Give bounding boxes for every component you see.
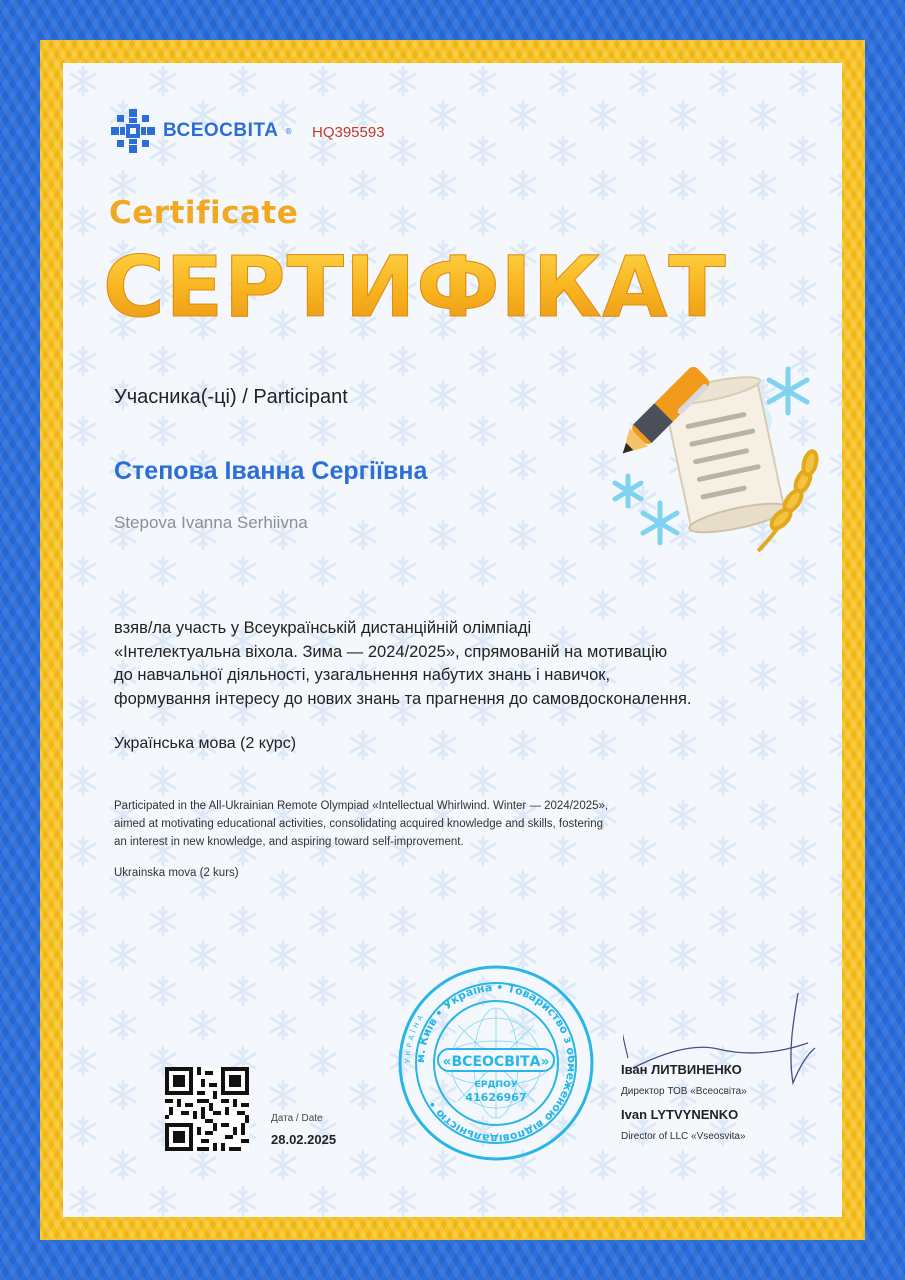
title-english: Certificate xyxy=(109,195,299,231)
stamp-ring-text: м. Київ • Україна • Товариство з обмеженою відповідальністю • xyxy=(413,980,579,1146)
scroll-pen-illustration xyxy=(598,351,828,571)
director-role-en: Director of LLC «Vseosvita» xyxy=(621,1131,746,1142)
description-en-line: an interest in new knowledge, and aspiring toward self-improvement. xyxy=(114,836,464,848)
participant-label: Учасника(-ці) / Participant xyxy=(114,386,348,408)
date-value: 28.02.2025 xyxy=(271,1132,337,1147)
certificate-id: HQ395593 xyxy=(312,124,385,141)
vseosvita-logo xyxy=(109,107,293,155)
subject-en: Ukrainska mova (2 kurs) xyxy=(114,867,239,879)
snowflake-logo-icon xyxy=(109,107,157,155)
registered-mark: ® xyxy=(284,126,293,136)
certificate-page xyxy=(63,63,842,1217)
description-ua-line: формування інтересу до нових знань та прагнення до самовдосконалення. xyxy=(114,689,692,708)
description-en-line: aimed at motivating educational activities, consolidating acquired knowledge and skills, fostering xyxy=(114,818,604,830)
description-ua-line: «Інтелектуальна віхола. Зима — 2024/2025», спрямованій на мотивацію xyxy=(114,642,668,661)
director-role-ua: Директор ТОВ «Всеосвіта» xyxy=(621,1086,747,1097)
description-ua-line: до навчальної діяльності, узагальнення набутих знань і навичок, xyxy=(114,666,611,684)
logo-text: ВСЕОСВІТА xyxy=(163,120,279,141)
official-stamp xyxy=(396,963,596,1163)
description-en xyxy=(114,797,774,851)
description-en-line: Participated in the All-Ukrainian Remote Olympiad «Intellectual Whirlwind. Winter — 2024/2025», xyxy=(114,800,609,812)
description-ua xyxy=(114,617,794,711)
title-ukrainian: СЕРТИФІКАТ xyxy=(103,238,727,336)
stamp-center-text: «ВСЕОСВІТА» xyxy=(442,1054,550,1070)
stamp-outer-text: УКРАЇНА xyxy=(403,1011,427,1064)
date-label: Дата / Date xyxy=(271,1113,323,1124)
participant-name-ua: Степова Іванна Сергіївна xyxy=(114,457,428,485)
director-name-en: Ivan LYTVYNENKO xyxy=(621,1107,739,1122)
stamp-code-label: ЄРДПОУ xyxy=(474,1080,518,1090)
director-name-ua: Іван ЛИТВИНЕНКО xyxy=(621,1062,742,1077)
subject-ua: Українська мова (2 курс) xyxy=(114,735,297,752)
qr-code-icon[interactable] xyxy=(165,1067,249,1151)
participant-name-en: Stepova Ivanna Serhiivna xyxy=(114,513,308,532)
stamp-code: 41626967 xyxy=(465,1091,527,1104)
description-ua-line: взяв/ла участь у Всеукраїнській дистанційній олімпіаді xyxy=(114,619,532,637)
